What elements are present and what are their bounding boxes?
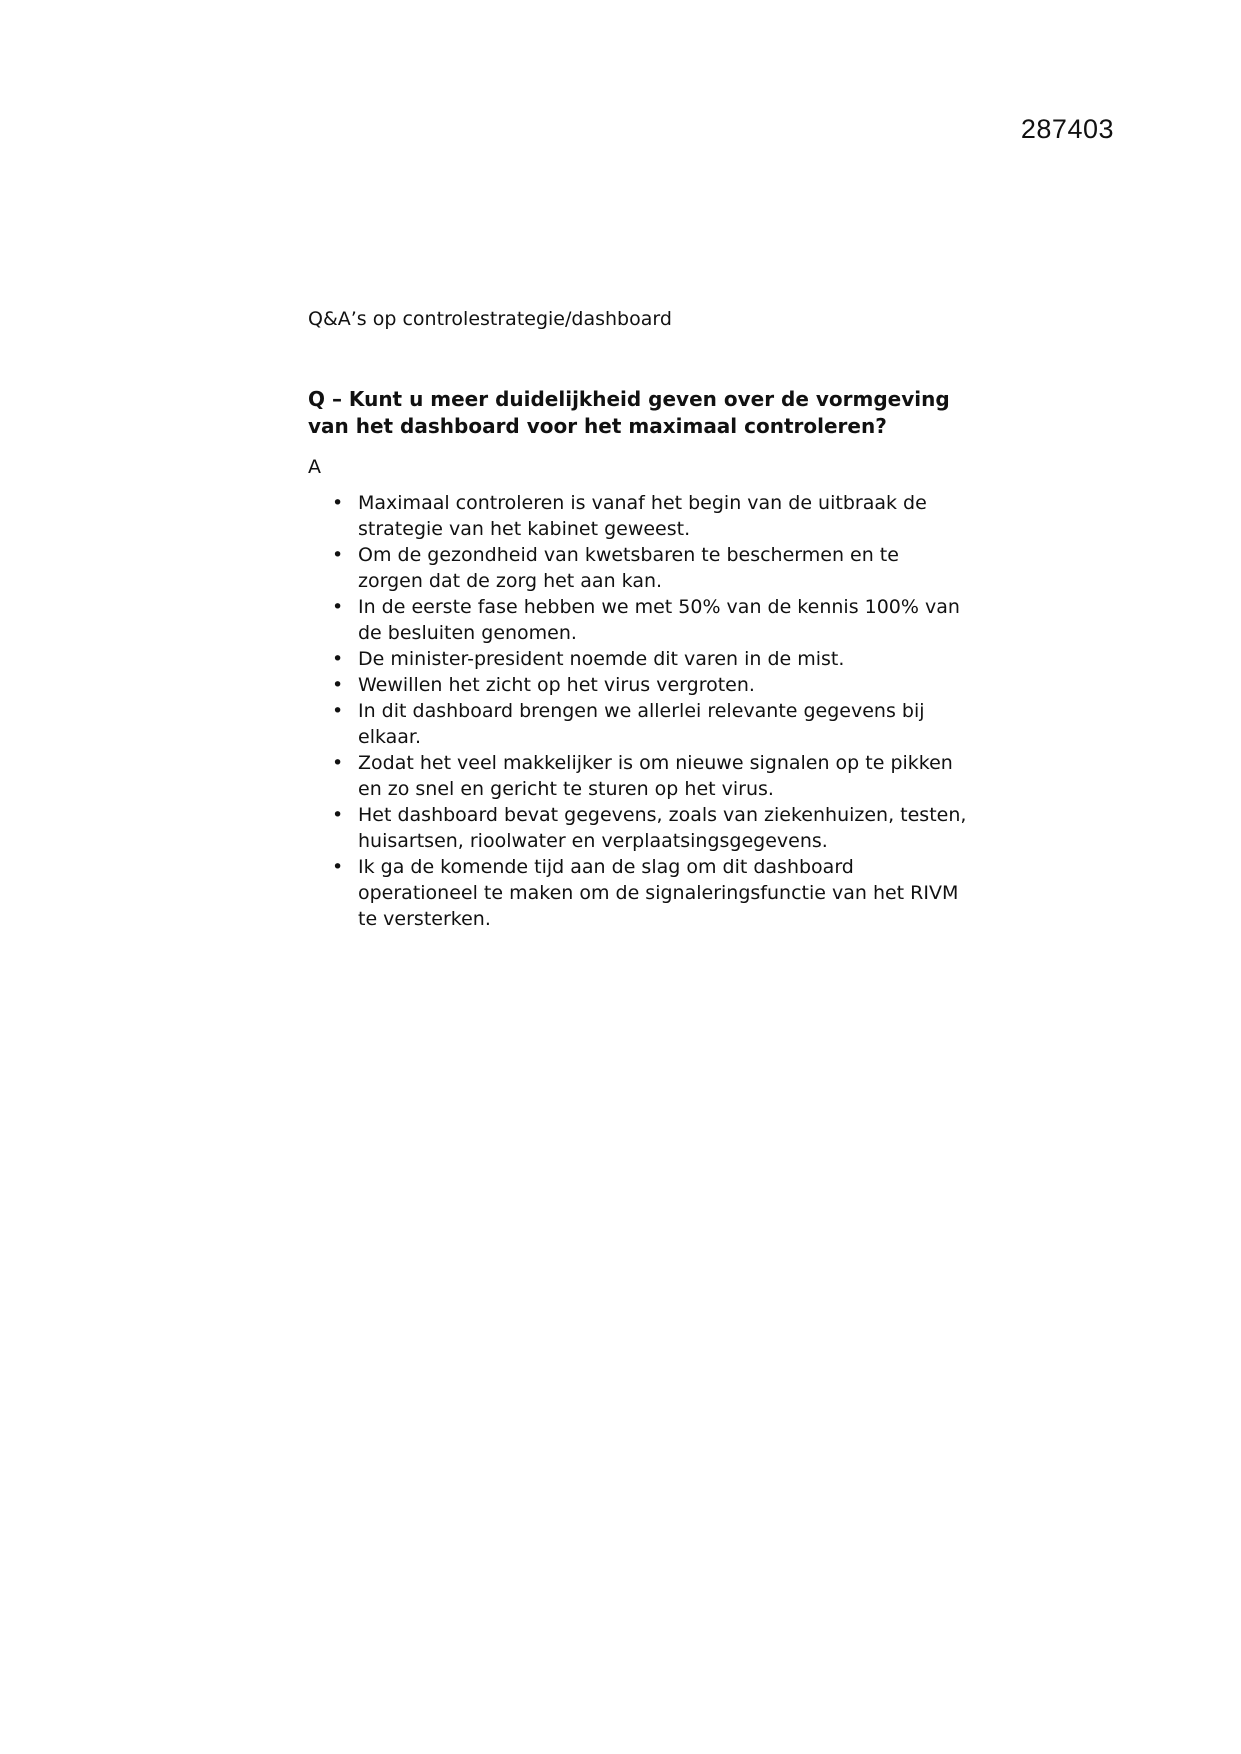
answer-item: • Ik ga de komende tijd aan de slag om dit dashboard operationeel te maken om de signaleringsfunctie van het RIVM te versterken. <box>358 854 968 932</box>
answer-item: • Om de gezondheid van kwetsbaren te beschermen en te zorgen dat de zorg het aan kan. <box>358 542 968 594</box>
answer-label: A <box>308 456 321 478</box>
answer-item: • De minister-president noemde dit varen in de mist. <box>358 646 968 672</box>
document-heading: Q&A’s op controlestrategie/dashboard <box>308 308 672 330</box>
answer-list <box>308 490 968 932</box>
answer-item: • Zodat het veel makkelijker is om nieuwe signalen op te pikken en zo snel en gericht te sturen op het virus. <box>358 750 968 802</box>
answer-item: • Het dashboard bevat gegevens, zoals van ziekenhuizen, testen, huisartsen, rioolwater en verplaatsingsgegevens. <box>358 802 968 854</box>
answer-item: • Wewillen het zicht op het virus vergroten. <box>358 672 968 698</box>
answer-item: • In de eerste fase hebben we met 50% van de kennis 100% van de besluiten genomen. <box>358 594 968 646</box>
question-text: Q – Kunt u meer duidelijkheid geven over de vormgeving van het dashboard voor het maximaal controleren? <box>308 387 950 438</box>
document-body <box>308 306 968 932</box>
answer-item: • Maximaal controleren is vanaf het begin van de uitbraak de strategie van het kabinet geweest. <box>358 490 968 542</box>
answer-item: • In dit dashboard brengen we allerlei relevante gegevens bij elkaar. <box>358 698 968 750</box>
document-number: 287403 <box>1020 114 1114 144</box>
